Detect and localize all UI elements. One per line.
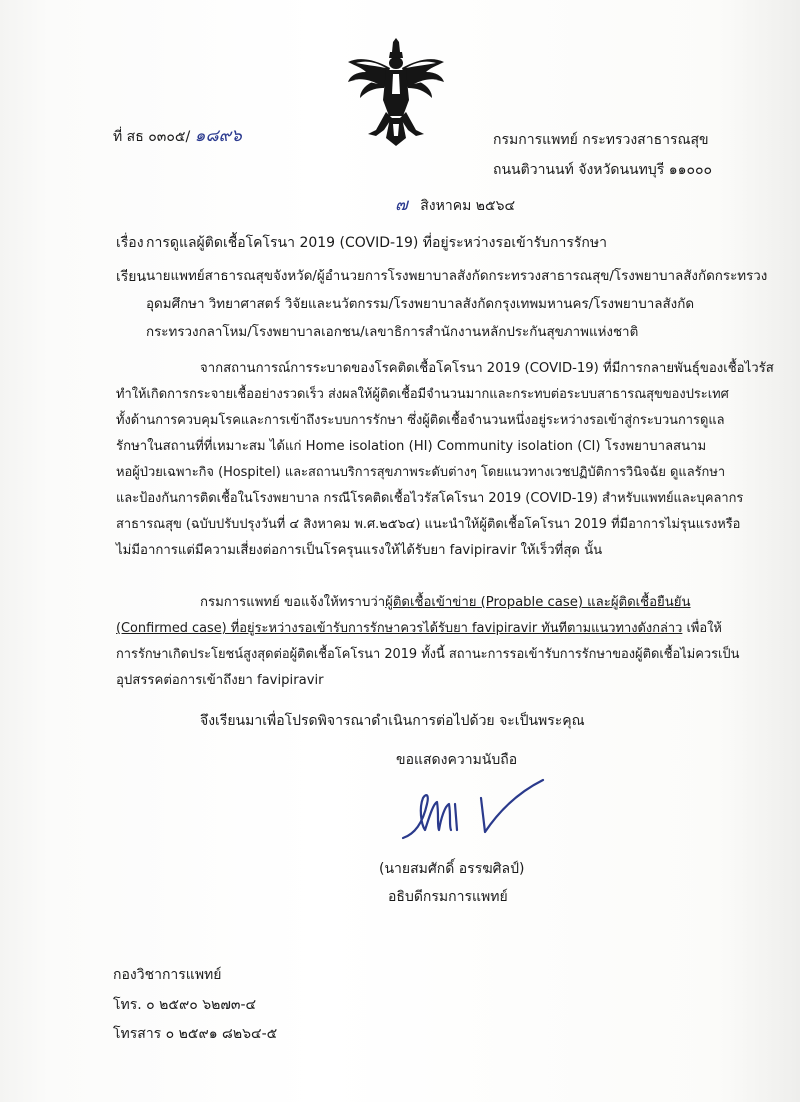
paragraph-1-line: หอผู้ป่วยเฉพาะกิจ (Hospitel) และสถานบริการสุขภาพระดับต่างๆ โดยแนวทางเวชปฏิบัติการวินิจฉัย ดูแลรักษา [116, 465, 726, 480]
paragraph-2-lead: กรมการแพทย์ ขอแจ้งให้ทราบว่า [200, 595, 386, 610]
paragraph-1-line: จากสถานการณ์การระบาดของโรคติดเชื้อโคโรนา 2019 (COVID-19) ที่มีการกลายพันธุ์ของเชื้อไวรัส [200, 361, 774, 376]
paragraph-2-line-3: การรักษาเกิดประโยชน์สูงสุดต่อผู้ติดเชื้อโคโรนา 2019 ทั้งนี้ สถานะการรอเข้ารับการรักษาของผู้ติดเชื้อไม่ควรเป็น [116, 647, 740, 662]
paragraph-1-line: ทำให้เกิดการกระจายเชื้ออย่างรวดเร็ว ส่งผลให้ผู้ติดเชื้อมีจำนวนมากและกระทบต่อระบบสาธารณสุขของประเทศ [116, 387, 729, 402]
handwritten-signature-icon [393, 774, 553, 846]
paragraph-1-line: และป้องกันการติดเชื้อในโรงพยาบาล กรณีโรคติดเชื้อไวรัสโคโรนา 2019 (COVID-19) สำหรับแพทย์และบุคลากร [116, 491, 744, 506]
document-date [395, 196, 515, 215]
paragraph-2-line-1 [200, 590, 691, 616]
paragraph-2-underlined-1: ผู้ติดเชื้อเข้าข่าย (Propable case) และผู้ติดเชื้อยืนยัน [385, 595, 691, 610]
recipient-line-2: อุดมศึกษา วิทยาศาสตร์ วิจัยและนวัตกรรม/โรงพยาบาลสังกัดกรุงเทพมหานคร/โรงพยาบาลสังกัด [146, 297, 695, 312]
subject-text: การดูแลผู้ติดเชื้อโคโรนา 2019 (COVID-19) ที่อยู่ระหว่างรอเข้ารับการรักษา [146, 235, 607, 251]
paragraph-2-underlined-2: (Confirmed case) ที่อยู่ระหว่างรอเข้ารับการรักษาควรได้รับยา favipiravir ทันทีตามแนวทางดังกล่าว [116, 621, 683, 636]
footer-fax: โทรสาร ๐ ๒๕๙๑ ๘๒๖๔-๕ [113, 1026, 278, 1042]
closing-request: จึงเรียนมาเพื่อโปรดพิจารณาดำเนินการต่อไปด้วย จะเป็นพระคุณ [200, 713, 585, 729]
reference-number-handwritten: ๑๘๙๖ [194, 126, 242, 146]
sender-line-2: ถนนติวานนท์ จังหวัดนนทบุรี ๑๑๐๐๐ [493, 162, 713, 178]
paragraph-1-line: สาธารณสุข (ฉบับปรับปรุงวันที่ ๔ สิงหาคม พ.ศ.๒๕๖๔) แนะนำให้ผู้ติดเชื้อโคโรนา 2019 ที่มีอาการไม่รุนแรงหรือ [116, 517, 741, 532]
paragraph-2-line-2 [116, 616, 722, 642]
reference-number-label: ที่ สธ ๐๓๐๕/ [113, 129, 191, 145]
footer-department: กองวิชาการแพทย์ [113, 967, 222, 983]
sender-line-1: กรมการแพทย์ กระทรวงสาธารณสุข [493, 132, 709, 148]
recipient-label: เรียน [116, 269, 147, 285]
footer-telephone: โทร. ๐ ๒๕๙๐ ๖๒๗๓-๔ [113, 997, 257, 1013]
recipient-line-3: กระทรวงกลาโหม/โรงพยาบาลเอกชน/เลขาธิการสำนักงานหลักประกันสุขภาพแห่งชาติ [146, 325, 639, 340]
garuda-emblem-icon [346, 38, 446, 146]
paragraph-1-line: ทั้งด้านการควบคุมโรคและการเข้าถึงระบบการรักษา ซึ่งผู้ติดเชื้อจำนวนหนึ่งอยู่ระหว่างรอเข้าสู่กระบวนการดูแล [116, 413, 725, 428]
paragraph-2-tail: เพื่อให้ [682, 621, 722, 636]
signer-position: อธิบดีกรมการแพทย์ [388, 889, 508, 905]
subject-label: เรื่อง [116, 235, 144, 251]
paragraph-1-line: รักษาในสถานที่ที่เหมาะสม ได้แก่ Home isolation (HI) Community isolation (CI) โรงพยาบาลสนาม [116, 439, 707, 454]
date-day-handwritten: ๗ [395, 195, 408, 215]
recipient-line-1: นายแพทย์สาธารณสุขจังหวัด/ผู้อำนวยการโรงพยาบาลสังกัดกระทรวงสาธารณสุข/โรงพยาบาลสังกัดกระทรวง [146, 269, 768, 284]
paragraph-1-line: ไม่มีอาการแต่มีความเสี่ยงต่อการเป็นโรครุนแรงให้ได้รับยา favipiravir ให้เร็วที่สุด นั้น [116, 543, 603, 558]
signer-name: (นายสมศักดิ์ อรรฆศิลป์) [379, 861, 525, 877]
reference-number [113, 127, 242, 146]
date-text: สิงหาคม ๒๕๖๔ [420, 198, 516, 214]
closing-salutation: ขอแสดงความนับถือ [396, 752, 518, 768]
paragraph-2-line-4: อุปสรรคต่อการเข้าถึงยา favipiravir [116, 673, 324, 688]
